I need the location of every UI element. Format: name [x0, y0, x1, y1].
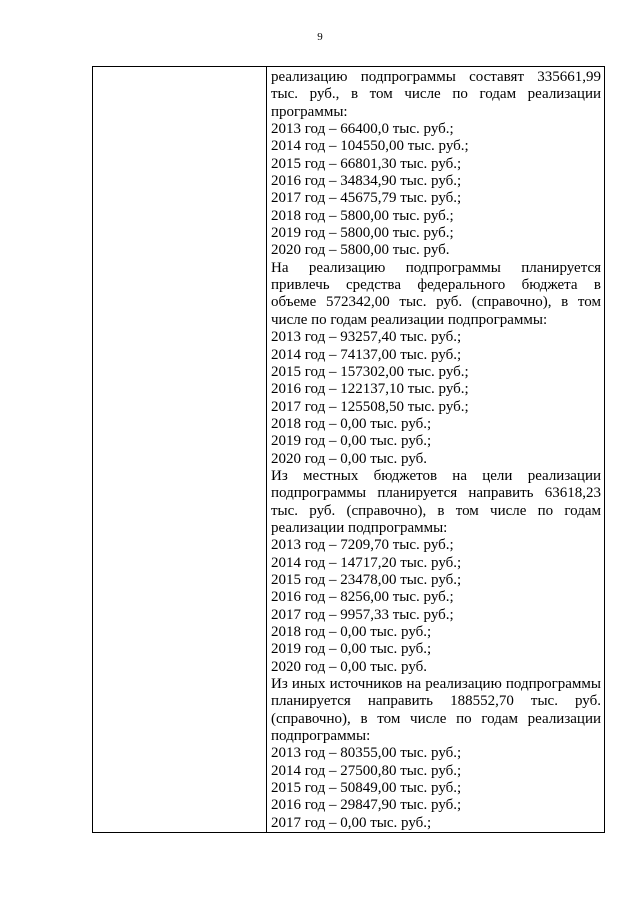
text-line: На реализацию подпрограммы планируется: [271, 259, 601, 276]
text-line: тыс. руб. (справочно), в том числе по годам: [271, 502, 601, 519]
text-line: 2020 год – 5800,00 тыс. руб.: [271, 242, 450, 259]
text-line: 2015 год – 66801,30 тыс. руб.;: [271, 155, 462, 172]
text-line: Из местных бюджетов на цели реализации: [271, 467, 601, 484]
text-line: 2016 год – 34834,90 тыс. руб.;: [271, 173, 462, 190]
text-line: планируется направить 188552,70 тыс. руб.: [271, 693, 601, 710]
funding-table: [92, 66, 605, 833]
text-line: программы:: [271, 103, 348, 120]
text-line: Из иных источников на реализацию подпрограммы: [271, 676, 601, 693]
text-line: 2014 год – 14717,20 тыс. руб.;: [271, 554, 462, 571]
text-line: реализацию подпрограммы составят 335661,99: [271, 69, 601, 85]
funding-description-cell: [271, 69, 601, 832]
text-line: 2015 год – 50849,00 тыс. руб.;: [271, 780, 462, 797]
text-line: 2017 год – 0,00 тыс. руб.;: [271, 814, 432, 831]
text-line: объеме 572342,00 тыс. руб. (справочно), в том: [271, 294, 601, 311]
text-line: 2013 год – 93257,40 тыс. руб.;: [271, 329, 462, 346]
column-divider: [266, 67, 267, 832]
text-line: 2016 год – 122137,10 тыс. руб.;: [271, 381, 469, 398]
text-line: 2018 год – 0,00 тыс. руб.;: [271, 624, 432, 640]
text-line: 2014 год – 104550,00 тыс. руб.;: [271, 138, 469, 155]
page-number: 9: [317, 31, 323, 43]
text-line: 2015 год – 23478,00 тыс. руб.;: [271, 571, 462, 588]
text-line: 2016 год – 8256,00 тыс. руб.;: [271, 589, 454, 606]
text-line: 2014 год – 27500,80 тыс. руб.;: [271, 762, 462, 779]
text-line: 2020 год – 0,00 тыс. руб.: [271, 450, 428, 467]
text-line: числе по годам реализации подпрограммы:: [271, 311, 548, 328]
text-line: привлечь средства федерального бюджета в: [271, 277, 601, 294]
text-line: тыс. руб., в том числе по годам реализации: [271, 86, 601, 103]
text-line: 2013 год – 66400,0 тыс. руб.;: [271, 121, 454, 138]
text-line: 2017 год – 125508,50 тыс. руб.;: [271, 398, 469, 415]
text-line: 2016 год – 29847,90 тыс. руб.;: [271, 797, 462, 814]
text-line: подпрограммы:: [271, 728, 371, 745]
text-line: 2017 год – 9957,33 тыс. руб.;: [271, 606, 454, 623]
text-line: 2015 год – 157302,00 тыс. руб.;: [271, 363, 469, 380]
text-line: 2019 год – 5800,00 тыс. руб.;: [271, 225, 454, 242]
text-line: 2013 год – 80355,00 тыс. руб.;: [271, 745, 462, 762]
text-line: 2019 год – 0,00 тыс. руб.;: [271, 433, 432, 450]
text-line: подпрограммы планируется направить 63618,23: [271, 485, 601, 502]
text-line: 2018 год – 0,00 тыс. руб.;: [271, 415, 432, 432]
text-line: реализации подпрограммы:: [271, 519, 448, 536]
text-line: 2013 год – 7209,70 тыс. руб.;: [271, 537, 454, 554]
text-line: 2019 год – 0,00 тыс. руб.;: [271, 641, 432, 658]
text-line: (справочно), в том числе по годам реализации: [271, 710, 601, 727]
text-line: 2020 год – 0,00 тыс. руб.: [271, 658, 428, 675]
text-line: 2017 год – 45675,79 тыс. руб.;: [271, 190, 462, 207]
text-line: 2014 год – 74137,00 тыс. руб.;: [271, 346, 462, 363]
text-line: 2018 год – 5800,00 тыс. руб.;: [271, 207, 454, 224]
